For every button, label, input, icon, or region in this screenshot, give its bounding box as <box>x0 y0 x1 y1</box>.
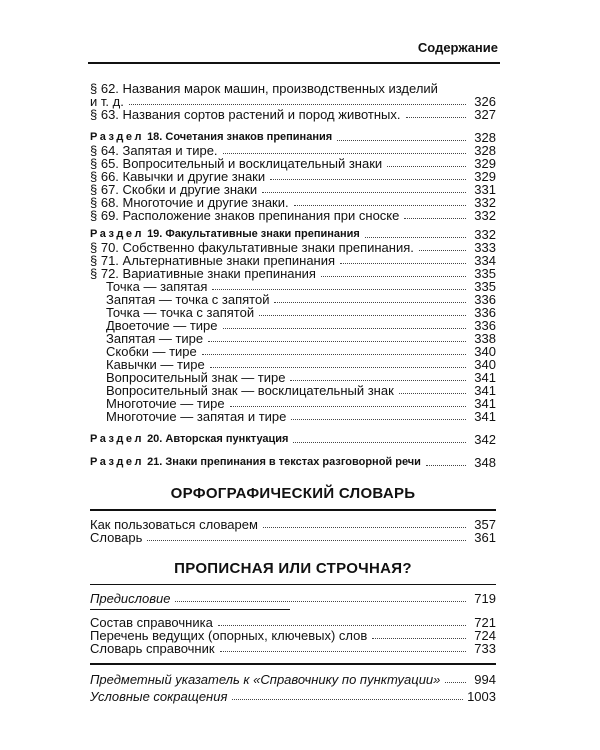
toc-entry: Состав справочника 721 <box>90 615 496 630</box>
dictionary-heading: ОРФОГРАФИЧЕСКИЙ СЛОВАРЬ <box>170 485 416 502</box>
toc-subentry: Точка — запятая 335 <box>106 279 496 294</box>
toc-entry: Перечень ведущих (опорных, ключевых) слов 724 <box>90 628 496 643</box>
header-rule <box>88 62 500 64</box>
section-title: Раздел 18. Сочетания знаков препинания <box>90 131 333 143</box>
capitals-heading: ПРОПИСНАЯ ИЛИ СТРОЧНАЯ? <box>174 559 412 577</box>
leader-dots <box>426 465 466 466</box>
toc-entry: § 69. Расположение знаков препинания при сноске 332 <box>90 208 496 223</box>
toc-entry-preface: Предисловие 719 <box>90 591 496 606</box>
section-page: 328 <box>474 130 496 145</box>
toc-subentry: Многоточие — запятая и тире 341 <box>106 409 496 424</box>
toc-entry-title: § 63. Названия сортов растений и пород животных. <box>90 107 401 122</box>
toc-entry: § 71. Альтернативные знаки препинания 334 <box>90 253 496 268</box>
leader-dots <box>337 140 466 141</box>
leader-dots <box>406 117 467 118</box>
running-head: Содержание <box>417 40 498 55</box>
toc-entry-page: 327 <box>474 107 496 122</box>
table-of-contents <box>90 82 496 703</box>
toc-subentry: Многоточие — тире 341 <box>106 396 496 411</box>
toc-subentry: Вопросительный знак — тире 341 <box>106 370 496 385</box>
toc-entry-63 <box>90 108 496 121</box>
toc-subentry: Запятая — тире 338 <box>106 331 496 346</box>
section-rule <box>90 509 496 511</box>
section-page: 332 <box>474 227 496 242</box>
short-rule <box>90 609 290 610</box>
leader-dots <box>129 104 466 105</box>
toc-entry: § 67. Скобки и другие знаки 331 <box>90 182 496 197</box>
toc-entry: § 64. Запятая и тире. 328 <box>90 143 496 158</box>
toc-subentry: Запятая — точка с запятой 336 <box>106 292 496 307</box>
leader-dots <box>365 237 466 238</box>
section-page: 342 <box>474 432 496 447</box>
toc-entry: § 66. Кавычки и другие знаки 329 <box>90 169 496 184</box>
section-rule <box>90 584 496 586</box>
leader-dots <box>293 442 466 443</box>
toc-entry: § 70. Собственно факультативные знаки препинания. 333 <box>90 240 496 255</box>
section-rule <box>90 663 496 665</box>
toc-subentry: Скобки — тире 340 <box>106 344 496 359</box>
section-21 <box>90 456 496 469</box>
toc-entry-title: и т. д. <box>90 94 124 109</box>
section-title: Раздел 19. Факультативные знаки препинания <box>90 228 360 240</box>
toc-entry-index: Предметный указатель к «Справочнику по пунктуации» 994 <box>90 671 496 687</box>
toc-entry: Словарь справочник 733 <box>90 641 496 656</box>
toc-entry-abbreviations: Условные сокращения 1003 <box>90 688 496 704</box>
toc-entry: § 65. Вопросительный и восклицательный знаки 329 <box>90 156 496 171</box>
toc-subentry: Кавычки — тире 340 <box>106 357 496 372</box>
toc-subentry: Двоеточие — тире 336 <box>106 318 496 333</box>
section-20 <box>90 433 496 446</box>
toc-entry: § 68. Многоточие и другие знаки. 332 <box>90 195 496 210</box>
section-title: Раздел 21. Знаки препинания в текстах разговорной речи <box>90 456 421 468</box>
toc-entry-page: 326 <box>474 94 496 109</box>
toc-entry: § 72. Вариативные знаки препинания 335 <box>90 266 496 281</box>
section-page: 348 <box>474 455 496 470</box>
toc-entry: Как пользоваться словарем 357 <box>90 516 496 532</box>
section-title: Раздел 20. Авторская пунктуация <box>90 433 289 445</box>
toc-subentry: Вопросительный знак — восклицательный знак 341 <box>106 383 496 398</box>
toc-subentry: Точка — точка с запятой 336 <box>106 305 496 320</box>
toc-entry-62-line1: § 62. Названия марок машин, производственных изделий <box>90 81 438 96</box>
toc-entry: Словарь 361 <box>90 529 496 545</box>
